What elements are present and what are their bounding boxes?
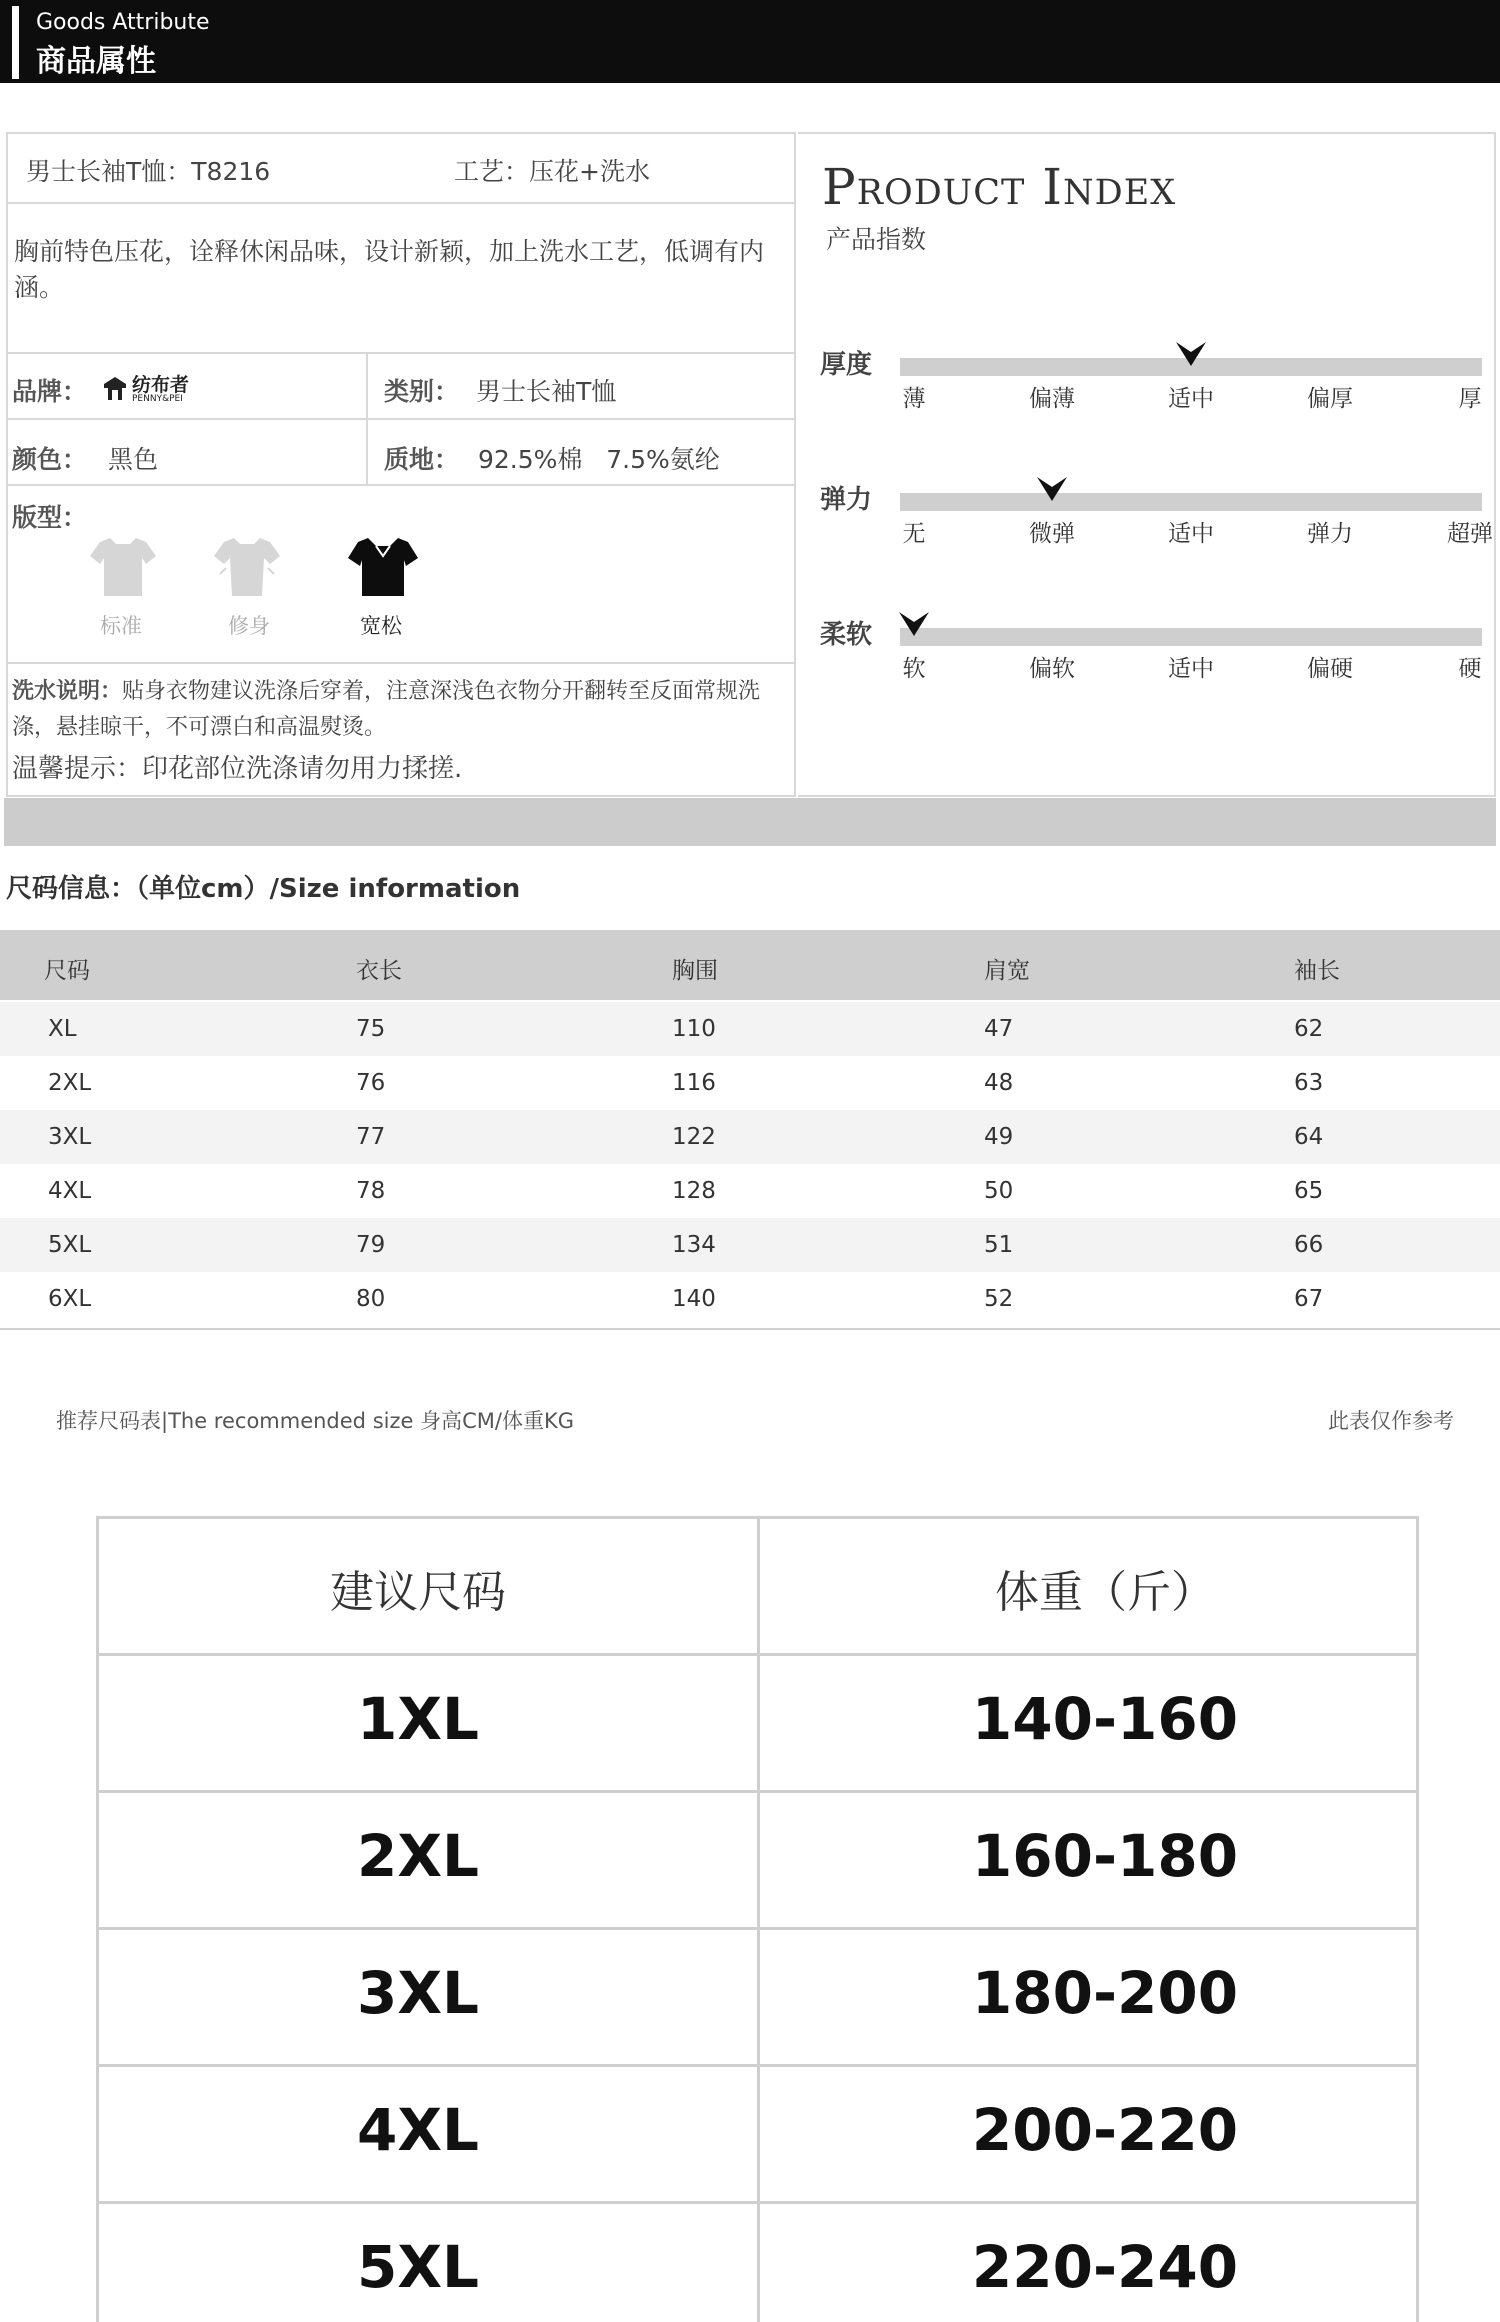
tshirt-icon — [212, 534, 282, 598]
material-value: 92.5%棉 7.5%氨纶 — [478, 445, 720, 474]
size-table-cell: 50 — [984, 1178, 1014, 1204]
size-table-cell: 52 — [984, 1286, 1014, 1312]
recommend-table-cell: 2XL — [356, 1822, 480, 1890]
size-table-cell: 64 — [1294, 1124, 1324, 1150]
size-table-cell: 122 — [672, 1124, 716, 1150]
section-header — [0, 0, 1500, 83]
recommend-table-header-cell: 体重（斤） — [995, 1567, 1215, 1618]
size-table-row — [0, 1272, 1500, 1326]
recommend-table-header-cell: 建议尺码 — [330, 1567, 506, 1618]
size-table-cell: 75 — [356, 1016, 386, 1042]
index-scale-label: 偏软 — [1029, 656, 1075, 682]
recommend-table-cell: 4XL — [356, 2096, 480, 2164]
index-scale-name: 厚度 — [820, 350, 873, 380]
attribute-panel — [6, 132, 796, 797]
index-scale-label: 厚 — [1458, 386, 1482, 412]
index-scale-label: 硬 — [1458, 656, 1482, 682]
size-table-cell: 3XL — [48, 1124, 92, 1150]
index-scale-label: 偏薄 — [1029, 386, 1075, 412]
size-table-bottom-border — [0, 1328, 1500, 1330]
index-scale-label: 超弹 — [1447, 521, 1493, 547]
size-info-title: 尺码信息：（单位cm）/Size information — [6, 874, 521, 904]
recommend-table-vline — [96, 1516, 99, 2322]
attr-row-color — [8, 420, 794, 486]
size-table-cell: 80 — [356, 1286, 386, 1312]
size-table-header-cell: 肩宽 — [984, 958, 1030, 984]
recommend-table-cell: 160-180 — [971, 1822, 1239, 1890]
category-value: 男士长袖T恤 — [476, 377, 617, 406]
recommend-table-cell: 140-160 — [971, 1685, 1239, 1753]
attr-row-brand — [8, 354, 794, 420]
product-description: 胸前特色压花，诠释休闲品味，设计新颖，加上洗水工艺，低调有内涵。 — [14, 237, 765, 302]
recommend-table-vline — [757, 1516, 760, 2322]
index-scale-label: 适中 — [1168, 521, 1214, 547]
attr-row-name — [8, 134, 794, 204]
size-table-header — [0, 930, 1500, 1000]
size-table-cell: 76 — [356, 1070, 386, 1096]
index-scale-label: 偏厚 — [1307, 386, 1353, 412]
index-scale-label: 适中 — [1168, 656, 1214, 682]
attr-row-fit — [8, 486, 794, 664]
header-title-cn: 商品属性 — [36, 44, 156, 79]
size-table-cell: 134 — [672, 1232, 716, 1258]
size-table-cell: 48 — [984, 1070, 1014, 1096]
product-name: 男士长袖T恤：T8216 — [26, 157, 271, 186]
size-table-cell: 51 — [984, 1232, 1014, 1258]
color-value: 黑色 — [108, 445, 159, 474]
wash-instructions — [12, 674, 797, 746]
recommend-table-cell: 220-240 — [971, 2233, 1239, 2301]
attr-row-description — [8, 204, 794, 354]
size-table-header-cell: 尺码 — [44, 958, 90, 984]
material-label: 质地： — [384, 445, 460, 474]
index-scale — [798, 614, 1496, 704]
index-scale-label: 微弹 — [1029, 521, 1075, 547]
category-label: 类别： — [384, 377, 460, 406]
index-marker-icon — [1174, 340, 1208, 368]
size-table-cell: 6XL — [48, 1286, 92, 1312]
product-index-subtitle: 产品指数 — [826, 225, 927, 254]
size-table-cell: 2XL — [48, 1070, 92, 1096]
size-table-cell: 77 — [356, 1124, 386, 1150]
size-table-cell: 78 — [356, 1178, 386, 1204]
size-table-row — [0, 1218, 1500, 1272]
size-table-cell: 65 — [1294, 1178, 1324, 1204]
index-scale-label: 软 — [902, 656, 926, 682]
product-craft: 工艺：压花+洗水 — [454, 157, 650, 186]
size-table-row — [0, 1110, 1500, 1164]
size-table-cell: 5XL — [48, 1232, 92, 1258]
index-scale-label: 适中 — [1168, 386, 1214, 412]
product-index-title: Product Index — [822, 158, 1177, 216]
recommend-table-cell: 1XL — [356, 1685, 480, 1753]
fit-label: 版型： — [12, 503, 88, 532]
header-accent-bar — [12, 6, 19, 79]
index-scale-label: 薄 — [902, 386, 926, 412]
size-table-cell: 62 — [1294, 1016, 1324, 1042]
tshirt-icon — [348, 534, 418, 598]
size-table-cell: 140 — [672, 1286, 716, 1312]
care-tip: 温馨提示：印花部位洗涤请勿用力揉搓. — [12, 754, 463, 784]
wash-text: 贴身衣物建议洗涤后穿着，注意深浅色衣物分开翻转至反面常规洗涤，悬挂晾干，不可漂白和高温熨烫。 — [12, 679, 761, 740]
index-scale-track — [900, 628, 1482, 646]
size-table-cell: 49 — [984, 1124, 1014, 1150]
brand-logo-icon — [100, 374, 130, 404]
brand-logo-sub: PENNY&PEI — [132, 394, 183, 404]
fit-label-loose: 宽松 — [360, 614, 402, 638]
size-table-cell: 67 — [1294, 1286, 1324, 1312]
size-table-cell: 128 — [672, 1178, 716, 1204]
size-table-row — [0, 1002, 1500, 1056]
size-table-row — [0, 1056, 1500, 1110]
brand-logo — [100, 368, 220, 408]
size-table-cell: 63 — [1294, 1070, 1324, 1096]
index-marker-icon — [1035, 475, 1069, 503]
recommend-table-vline — [1416, 1516, 1419, 2322]
size-table-cell: XL — [48, 1016, 77, 1042]
index-scale — [798, 344, 1496, 434]
size-table-header-cell: 胸围 — [672, 958, 718, 984]
index-scale-label: 偏硬 — [1307, 656, 1353, 682]
size-table-row — [0, 1164, 1500, 1218]
fit-label-standard: 标准 — [100, 614, 142, 638]
size-table-cell: 66 — [1294, 1232, 1324, 1258]
index-scale-name: 弹力 — [820, 485, 873, 515]
product-index-panel — [798, 132, 1496, 797]
divider — [366, 354, 368, 420]
recommend-table-cell: 5XL — [356, 2233, 480, 2301]
index-scale-track — [900, 493, 1482, 511]
size-table-header-cell: 袖长 — [1294, 958, 1340, 984]
wash-label: 洗水说明： — [12, 679, 123, 704]
separator-band — [4, 798, 1496, 846]
tshirt-icon — [88, 534, 158, 598]
brand-logo-text: 纺布者 — [132, 374, 190, 396]
fit-label-slim: 修身 — [228, 614, 270, 638]
recommend-caption: 推荐尺码表|The recommended size 身高CM/体重KG — [56, 1409, 574, 1433]
size-table-cell: 116 — [672, 1070, 716, 1096]
index-marker-icon — [897, 610, 931, 638]
recommend-table-cell: 200-220 — [971, 2096, 1239, 2164]
recommend-table — [96, 1516, 1419, 2322]
brand-label: 品牌： — [12, 377, 88, 406]
divider — [366, 420, 368, 486]
recommend-table-cell: 3XL — [356, 1959, 480, 2027]
index-scale-label: 无 — [902, 521, 926, 547]
index-scale — [798, 479, 1496, 569]
size-table-cell: 110 — [672, 1016, 716, 1042]
size-table-header-cell: 衣长 — [356, 958, 402, 984]
recommend-note: 此表仅作参考 — [1328, 1409, 1454, 1433]
size-table-cell: 4XL — [48, 1178, 92, 1204]
size-table-cell: 79 — [356, 1232, 386, 1258]
index-scale-name: 柔软 — [820, 620, 873, 650]
index-scale-label: 弹力 — [1307, 521, 1353, 547]
header-title-en: Goods Attribute — [36, 10, 210, 35]
size-table-cell: 47 — [984, 1016, 1014, 1042]
recommend-table-cell: 180-200 — [971, 1959, 1239, 2027]
color-label: 颜色： — [12, 445, 88, 474]
